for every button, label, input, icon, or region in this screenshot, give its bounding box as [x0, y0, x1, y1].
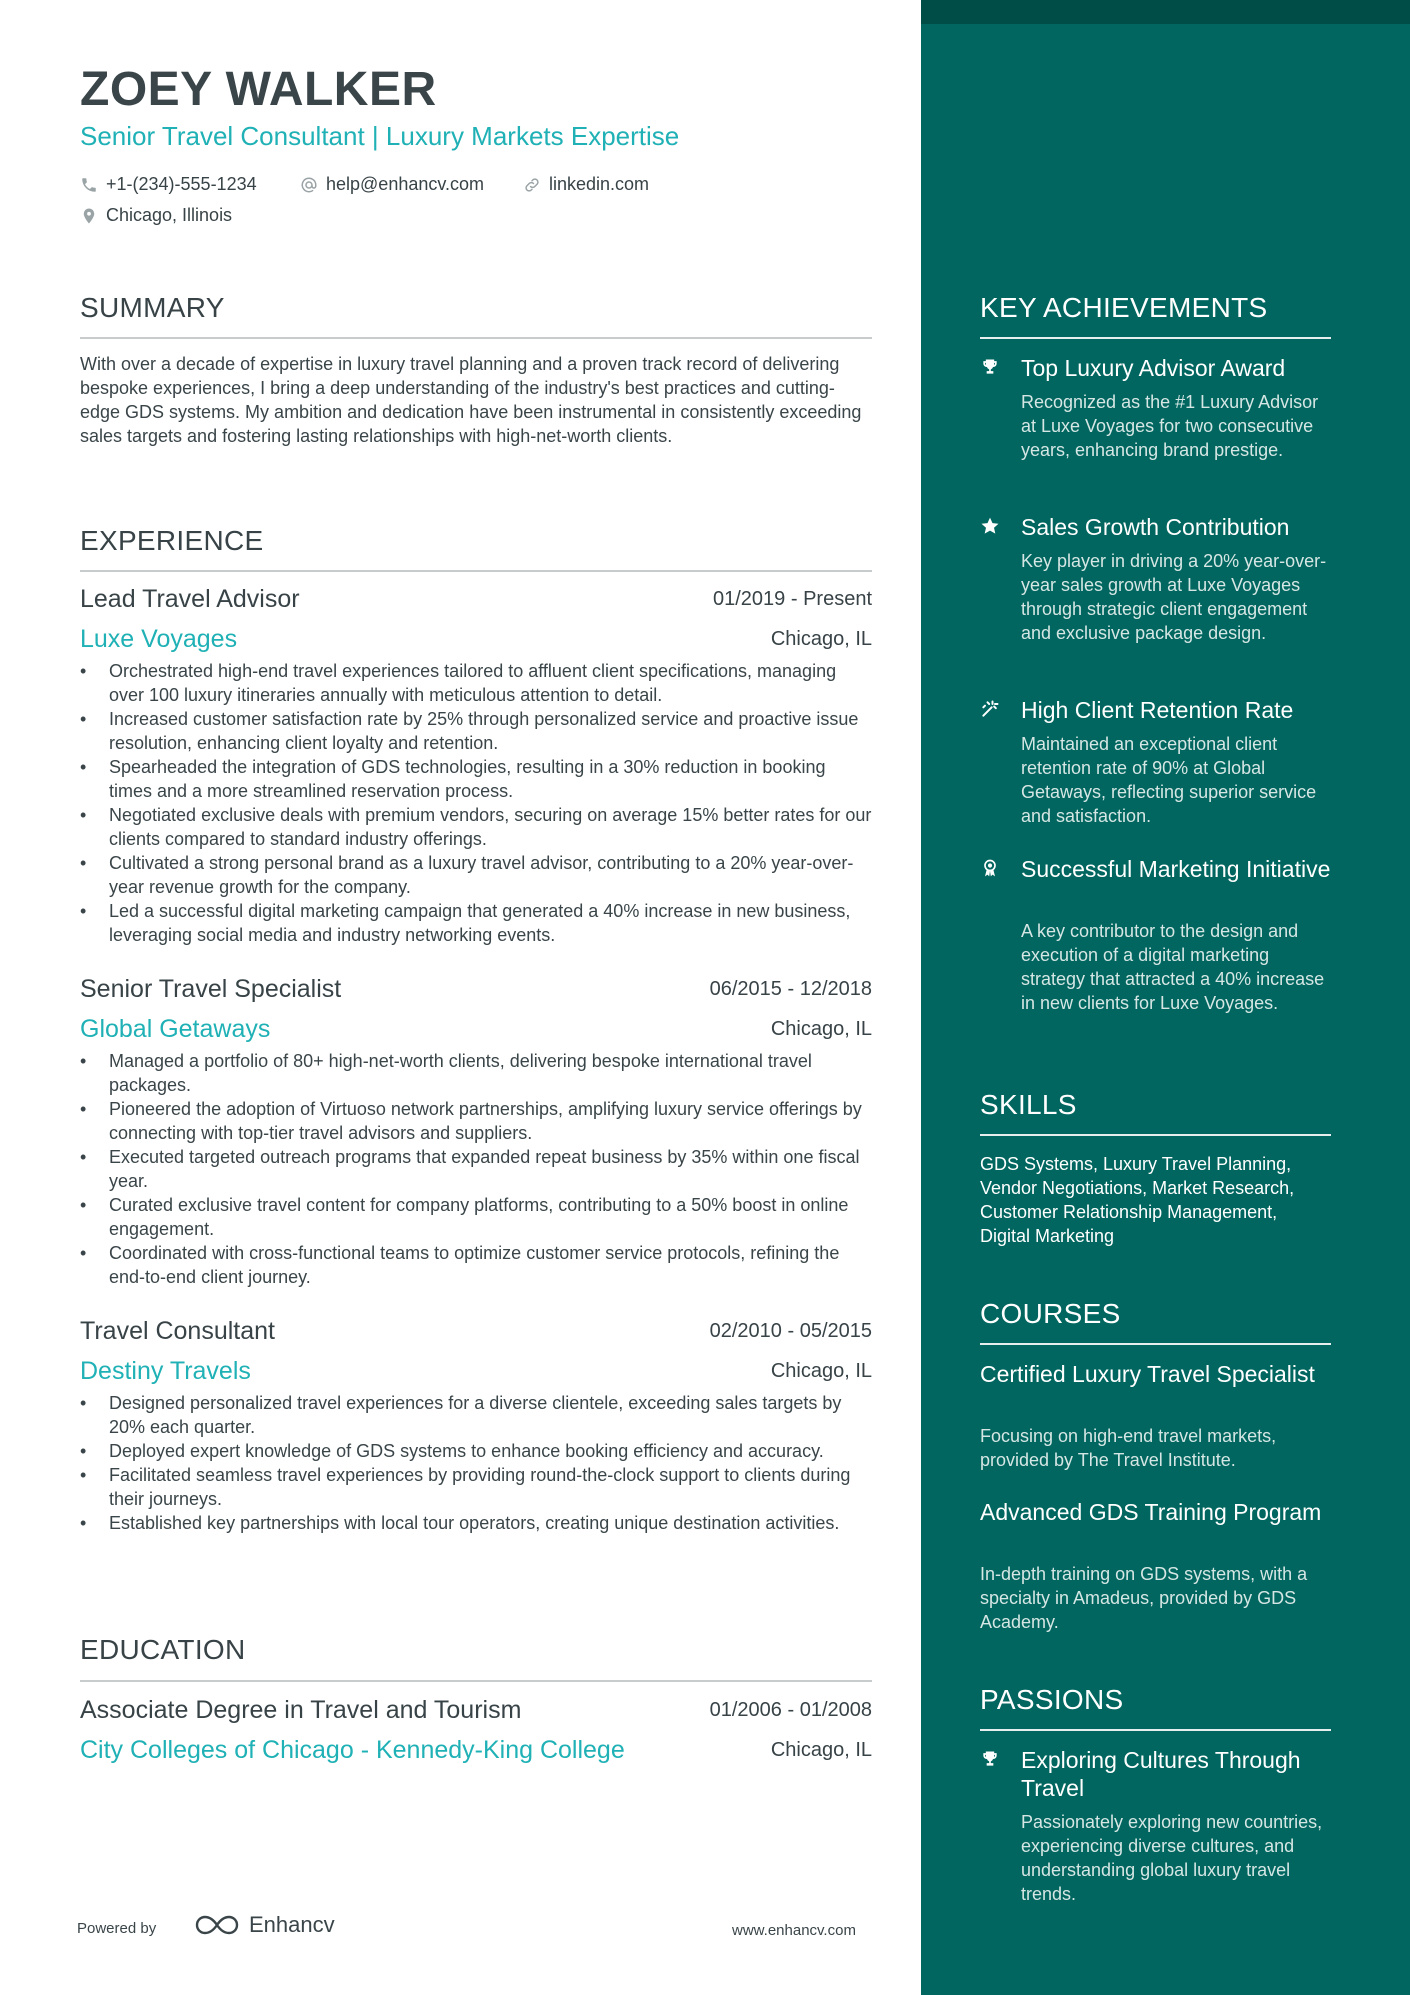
job-company: Destiny Travels — [80, 1357, 251, 1385]
course-description: In-depth training on GDS systems, with a specialty in Amadeus, provided by GDS Academy. — [980, 1564, 1308, 1632]
job-bullets — [80, 1391, 872, 1535]
wand-icon — [980, 699, 1000, 719]
bullet-item: • Spearheaded the integration of GDS technologies, resulting in a 30% reduction in booking times and a more streamlined reservation process. — [80, 755, 872, 803]
education-heading: EDUCATION — [80, 1634, 246, 1665]
contact-phone — [80, 174, 257, 195]
phone-text: +1-(234)-555-1234 — [106, 174, 257, 194]
medal-icon — [980, 858, 1000, 878]
job-location: Chicago, IL — [770, 1360, 872, 1382]
summary-text: With over a decade of expertise in luxury travel planning and a proven track record of delivering bespoke experiences, I bring a deep understanding of the industry's best practices and cutting-edge GDS systems. My ambition and dedication have been instrumental in consistently exceeding sales targets and fostering lasting relationships with high-net-worth clients. — [80, 354, 862, 446]
bullet-item: • Pioneered the adoption of Virtuoso network partnerships, amplifying luxury service offerings by connecting with top-tier travel advisors and suppliers. — [80, 1097, 872, 1145]
job-company: Luxe Voyages — [80, 625, 238, 653]
course-description: Focusing on high-end travel markets, provided by The Travel Institute. — [980, 1426, 1277, 1470]
job-location: Chicago, IL — [770, 1018, 872, 1040]
education-location: Chicago, IL — [770, 1739, 872, 1761]
bullet-item: • Orchestrated high-end travel experiences tailored to affluent client specifications, managing over 100 luxury itineraries annually with meticulous attention to detail. — [80, 659, 872, 707]
job-title: Lead Travel Advisor — [80, 585, 300, 613]
contact-linkedin[interactable] — [523, 174, 649, 195]
education-dates: 01/2006 - 01/2008 — [709, 1699, 872, 1721]
experience-divider — [80, 570, 872, 572]
job-entry-3 — [80, 1317, 872, 1535]
school-name: City Colleges of Chicago - Kennedy-King College — [80, 1736, 625, 1764]
skills-divider — [980, 1134, 1331, 1136]
passions-heading: PASSIONS — [980, 1684, 1124, 1715]
job-location: Chicago, IL — [770, 628, 872, 650]
achievement-description: A key contributor to the design and execution of a digital marketing strategy that attracted a 40% increase in new clients for Luxe Voyages. — [1021, 921, 1325, 1013]
education-entry — [80, 1696, 872, 1770]
course-title: Advanced GDS Training Program — [980, 1499, 1322, 1525]
achievement-description: Recognized as the #1 Luxury Advisor at Luxe Voyages for two consecutive years, enhancing brand prestige. — [1021, 392, 1319, 460]
summary-heading: SUMMARY — [80, 292, 225, 323]
bullet-item: • Coordinated with cross-functional teams to optimize customer service protocols, refining the end-to-end client journey. — [80, 1241, 872, 1289]
contact-email[interactable] — [300, 174, 484, 195]
passion-description: Passionately exploring new countries, experiencing diverse cultures, and understanding global luxury travel trends. — [1021, 1812, 1323, 1904]
passions-divider — [980, 1729, 1331, 1731]
bullet-item: • Deployed expert knowledge of GDS systems to enhance booking efficiency and accuracy. — [80, 1439, 872, 1463]
education-divider — [80, 1680, 872, 1682]
powered-by-label: Powered by — [77, 1920, 157, 1937]
bullet-item: • Executed targeted outreach programs that expanded repeat business by 35% within one fiscal year. — [80, 1145, 872, 1193]
bullet-item: • Led a successful digital marketing campaign that generated a 40% increase in new business, leveraging social media and industry networking events. — [80, 899, 872, 947]
job-title: Travel Consultant — [80, 1317, 275, 1345]
location-pin-icon — [80, 207, 98, 225]
location-text: Chicago, Illinois — [106, 205, 233, 225]
link-icon — [523, 176, 541, 194]
linkedin-text: linkedin.com — [549, 174, 650, 194]
bullet-item: • Curated exclusive travel content for company platforms, contributing to a 50% boost in online engagement. — [80, 1193, 872, 1241]
at-icon — [300, 176, 318, 194]
bullet-item: • Established key partnerships with local tour operators, creating unique destination activities. — [80, 1511, 872, 1535]
passion-title: Exploring Cultures Through Travel — [1021, 1747, 1301, 1801]
job-dates: 01/2019 - Present — [713, 588, 872, 610]
achievements-heading: KEY ACHIEVEMENTS — [980, 292, 1268, 323]
achievement-description: Maintained an exceptional client retention rate of 90% at Global Getaways, reflecting superior service and satisfaction. — [1021, 734, 1317, 826]
footer-url[interactable]: www.enhancv.com — [732, 1922, 856, 1939]
achievement-title: Sales Growth Contribution — [1021, 514, 1290, 540]
trophy-icon — [980, 357, 1000, 377]
skills-text: GDS Systems, Luxury Travel Planning, Vendor Negotiations, Market Research, Customer Relationship Management, Digital Marketing — [980, 1154, 1295, 1246]
course-title: Certified Luxury Travel Specialist — [980, 1361, 1315, 1387]
courses-heading: COURSES — [980, 1298, 1121, 1329]
job-bullets — [80, 1049, 872, 1289]
enhancv-logo[interactable] — [195, 1912, 335, 1938]
job-dates: 06/2015 - 12/2018 — [709, 978, 872, 1000]
email-text: help@enhancv.com — [326, 174, 485, 194]
achievements-divider — [980, 337, 1331, 339]
contact-location — [80, 205, 232, 226]
infinity-logo-icon — [195, 1914, 239, 1936]
candidate-title: Senior Travel Consultant | Luxury Markets Expertise — [80, 121, 680, 151]
bullet-item: • Designed personalized travel experiences for a diverse clientele, exceeding sales targets by 20% each quarter. — [80, 1391, 872, 1439]
brand-name: Enhancv — [249, 1912, 335, 1937]
bullet-item: • Facilitated seamless travel experiences by providing round-the-clock support to clients during their journeys. — [80, 1463, 872, 1511]
skills-heading: SKILLS — [980, 1089, 1077, 1120]
achievement-title: High Client Retention Rate — [1021, 697, 1294, 723]
bullet-item: • Managed a portfolio of 80+ high-net-worth clients, delivering bespoke international travel packages. — [80, 1049, 872, 1097]
experience-heading: EXPERIENCE — [80, 525, 264, 556]
trophy-icon — [980, 1749, 1000, 1769]
job-bullets — [80, 659, 872, 947]
job-dates: 02/2010 - 05/2015 — [709, 1320, 872, 1342]
job-company: Global Getaways — [80, 1015, 271, 1043]
achievement-title: Successful Marketing Initiative — [1021, 856, 1331, 882]
job-entry-1 — [80, 585, 872, 947]
job-title: Senior Travel Specialist — [80, 975, 342, 1003]
courses-divider — [980, 1343, 1331, 1345]
star-icon — [980, 516, 1000, 536]
phone-icon — [80, 176, 98, 194]
bullet-item: • Increased customer satisfaction rate by 25% through personalized service and proactive issue resolution, enhancing client loyalty and retention. — [80, 707, 872, 755]
bullet-item: • Cultivated a strong personal brand as a luxury travel advisor, contributing to a 20% year-over-year revenue growth for the company. — [80, 851, 872, 899]
achievement-description: Key player in driving a 20% year-over-year sales growth at Luxe Voyages through strategic client engagement and exclusive package design. — [1021, 551, 1327, 643]
sidebar — [921, 0, 1410, 1995]
summary-divider — [80, 337, 872, 339]
sidebar-top-bar — [921, 0, 1410, 24]
degree-title: Associate Degree in Travel and Tourism — [80, 1696, 522, 1724]
achievement-title: Top Luxury Advisor Award — [1021, 355, 1286, 381]
bullet-item: • Negotiated exclusive deals with premium vendors, securing on average 15% better rates for our clients compared to standard industry offerings. — [80, 803, 872, 851]
job-entry-2 — [80, 975, 872, 1289]
candidate-name: ZOEY WALKER — [80, 63, 437, 116]
